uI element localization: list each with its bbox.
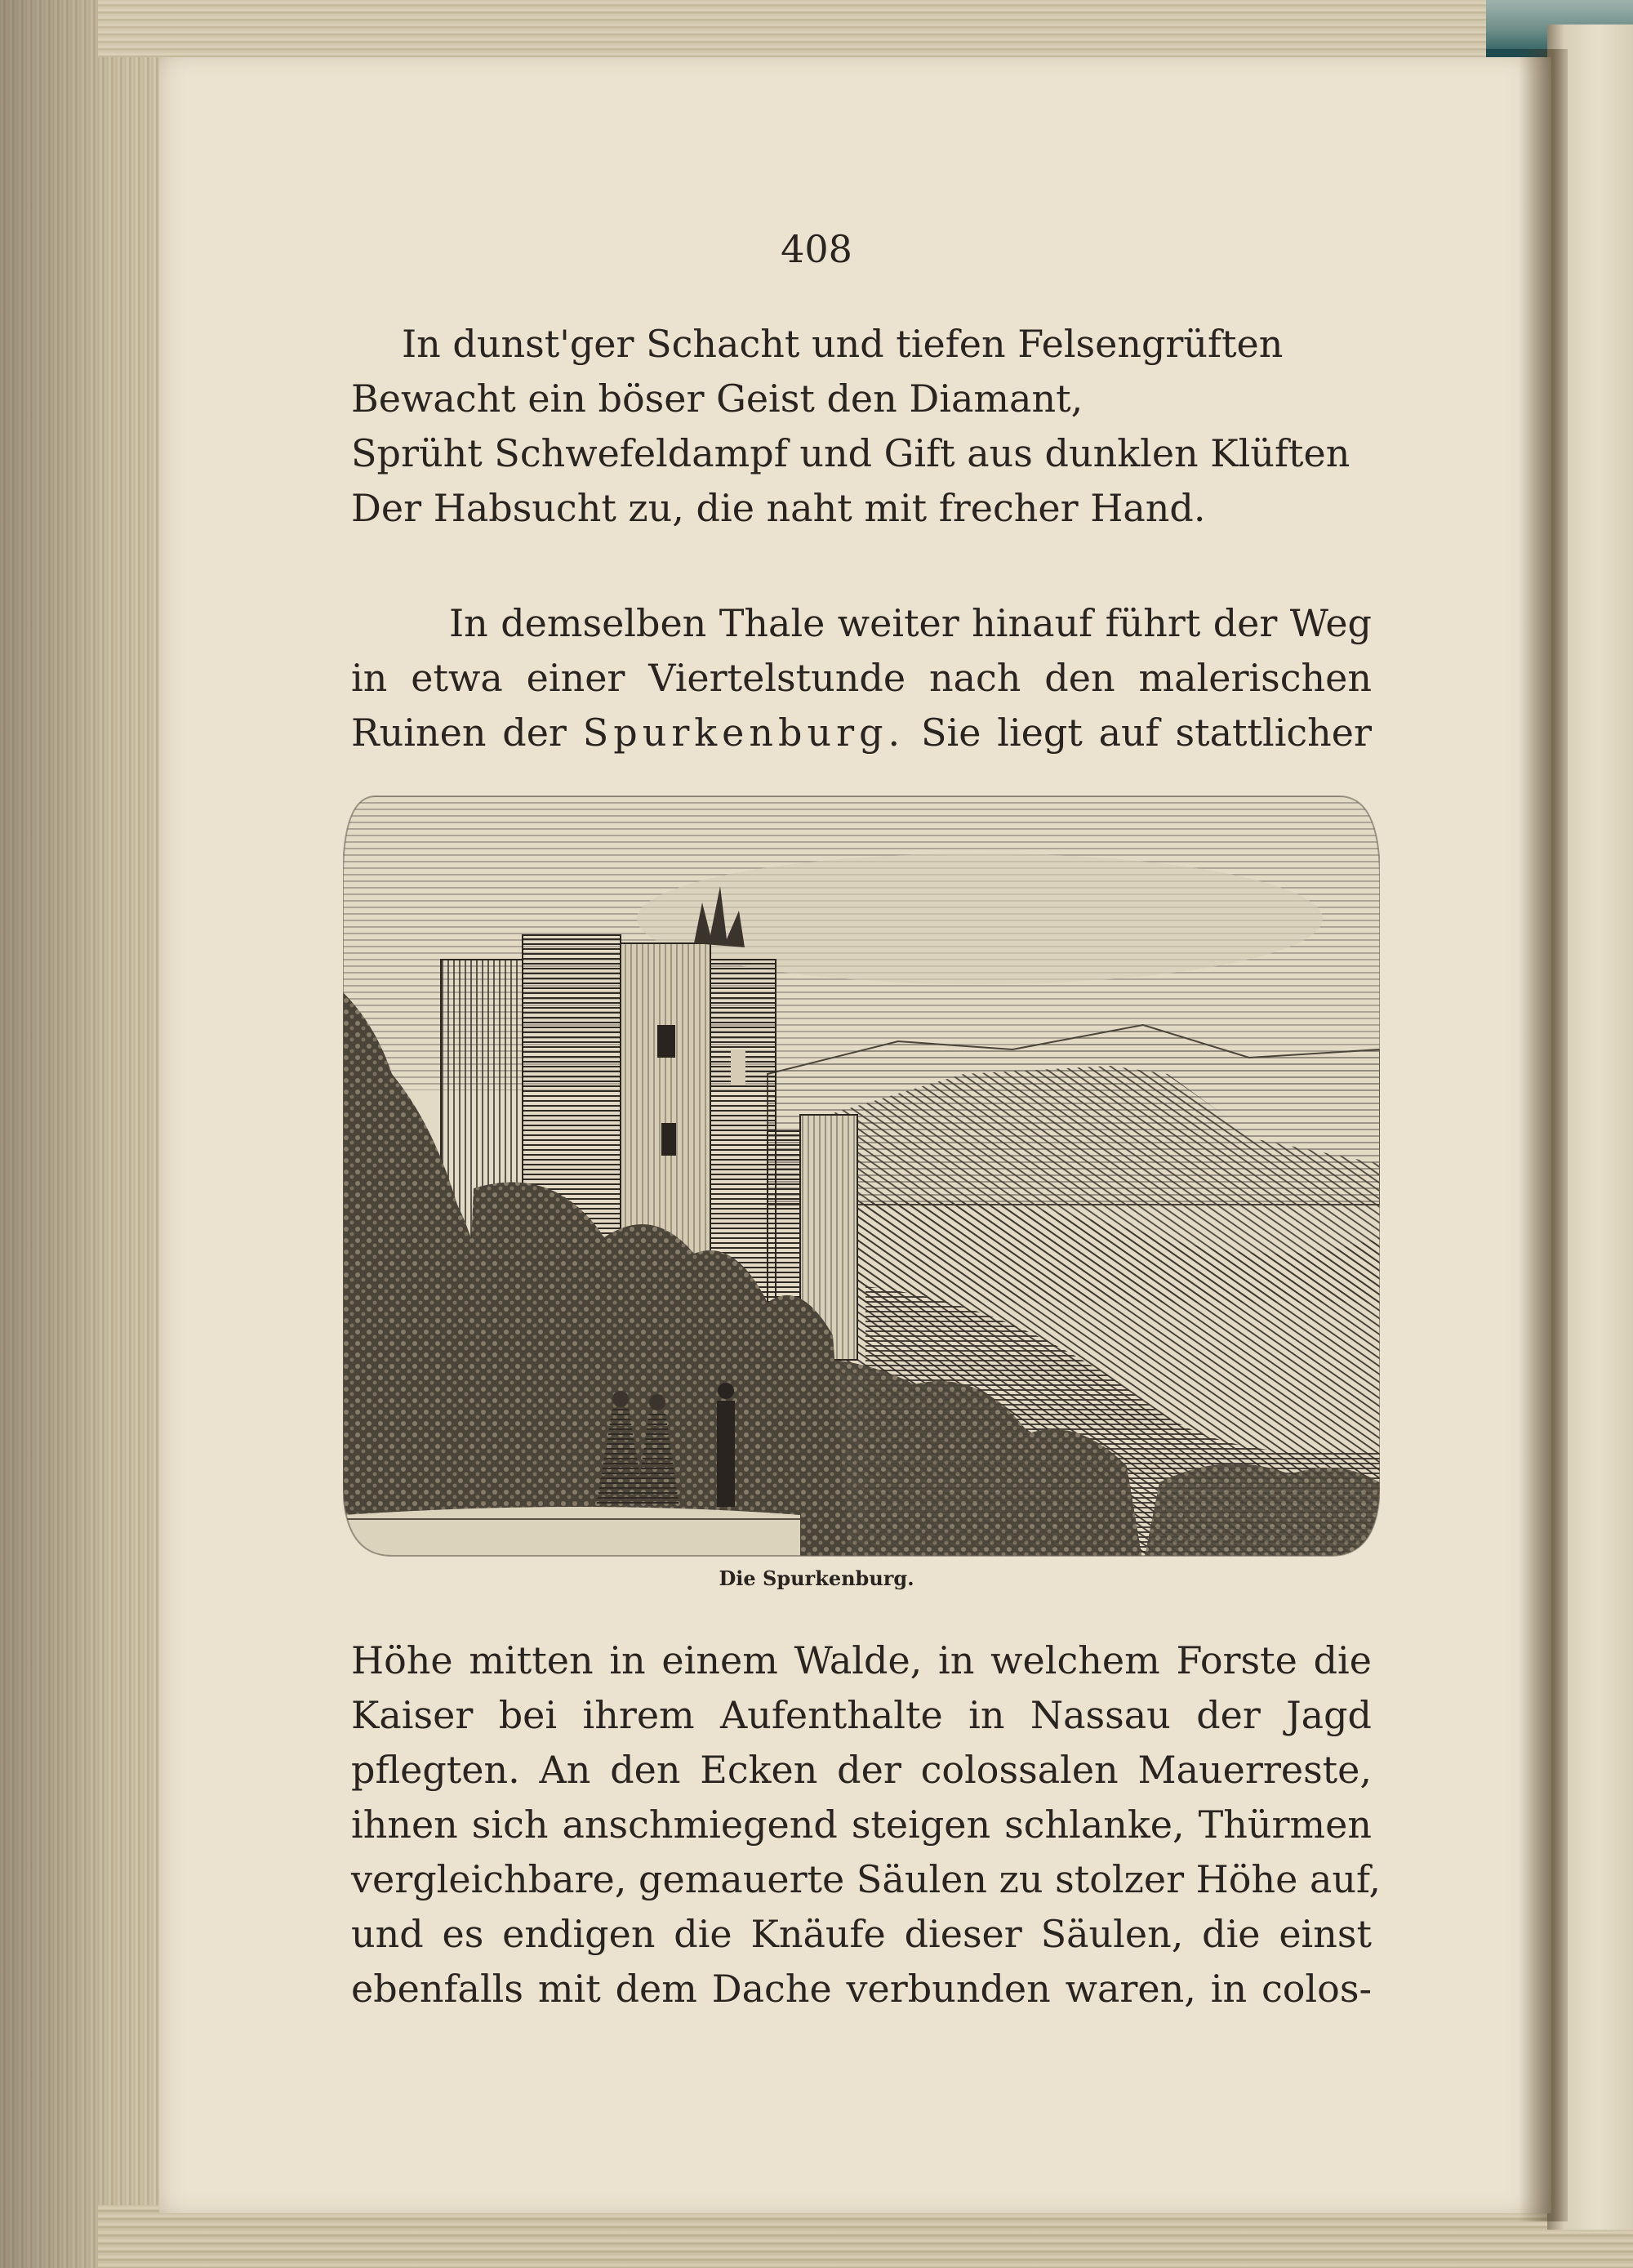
paragraph-intro	[351, 596, 1372, 760]
castle-name-spaced: Spurkenburg.	[582, 711, 905, 755]
paragraph-line: in etwa einer Viertelstunde nach den malerischen	[351, 656, 1372, 700]
page-gutter	[1519, 49, 1568, 2221]
bottom-page-edges	[98, 2205, 1633, 2268]
paragraph-line: In demselben Thale weiter hinauf führt der Weg	[449, 601, 1372, 645]
text-run: Ruinen der	[351, 711, 567, 755]
paragraph-line: Höhe mitten in einem Walde, in welchem Forste die	[351, 1638, 1372, 1682]
verse-stanza	[351, 317, 1372, 536]
paragraph-main	[351, 1633, 1382, 2016]
page-number: 408	[781, 227, 852, 271]
paragraph-line: ebenfalls mit dem Dache verbunden waren, in colos-	[351, 1967, 1372, 2011]
paragraph-line: ihnen sich anschmiegend steigen schlanke, Thürmen	[351, 1802, 1372, 1847]
top-page-edges	[98, 0, 1486, 57]
engraving-spurkenburg	[343, 780, 1380, 1564]
verse-line: Sprüht Schwefeldampf und Gift aus dunklen Klüften	[351, 431, 1350, 475]
engraving-illustration	[343, 780, 1380, 1564]
verse-line: In dunst'ger Schacht und tiefen Felsengrüften	[402, 322, 1284, 366]
paragraph-line: vergleichbare, gemauerte Säulen zu stolzer Höhe auf,	[351, 1857, 1382, 1901]
text-run: Sie liegt auf stattlicher	[920, 711, 1373, 755]
paragraph-line-with-name	[351, 706, 1372, 760]
paragraph-line: und es endigen die Knäufe dieser Säulen, die einst	[351, 1912, 1372, 1956]
paragraph-line: pflegten. An den Ecken der colossalen Mauerreste,	[351, 1748, 1372, 1792]
figure-caption: Die Spurkenburg.	[719, 1566, 914, 1590]
verse-line: Der Habsucht zu, die naht mit frecher Hand.	[351, 486, 1206, 530]
paragraph-line: Kaiser bei ihrem Aufenthalte in Nassau der Jagd	[351, 1693, 1372, 1737]
verse-line: Bewacht ein böser Geist den Diamant,	[351, 377, 1083, 421]
